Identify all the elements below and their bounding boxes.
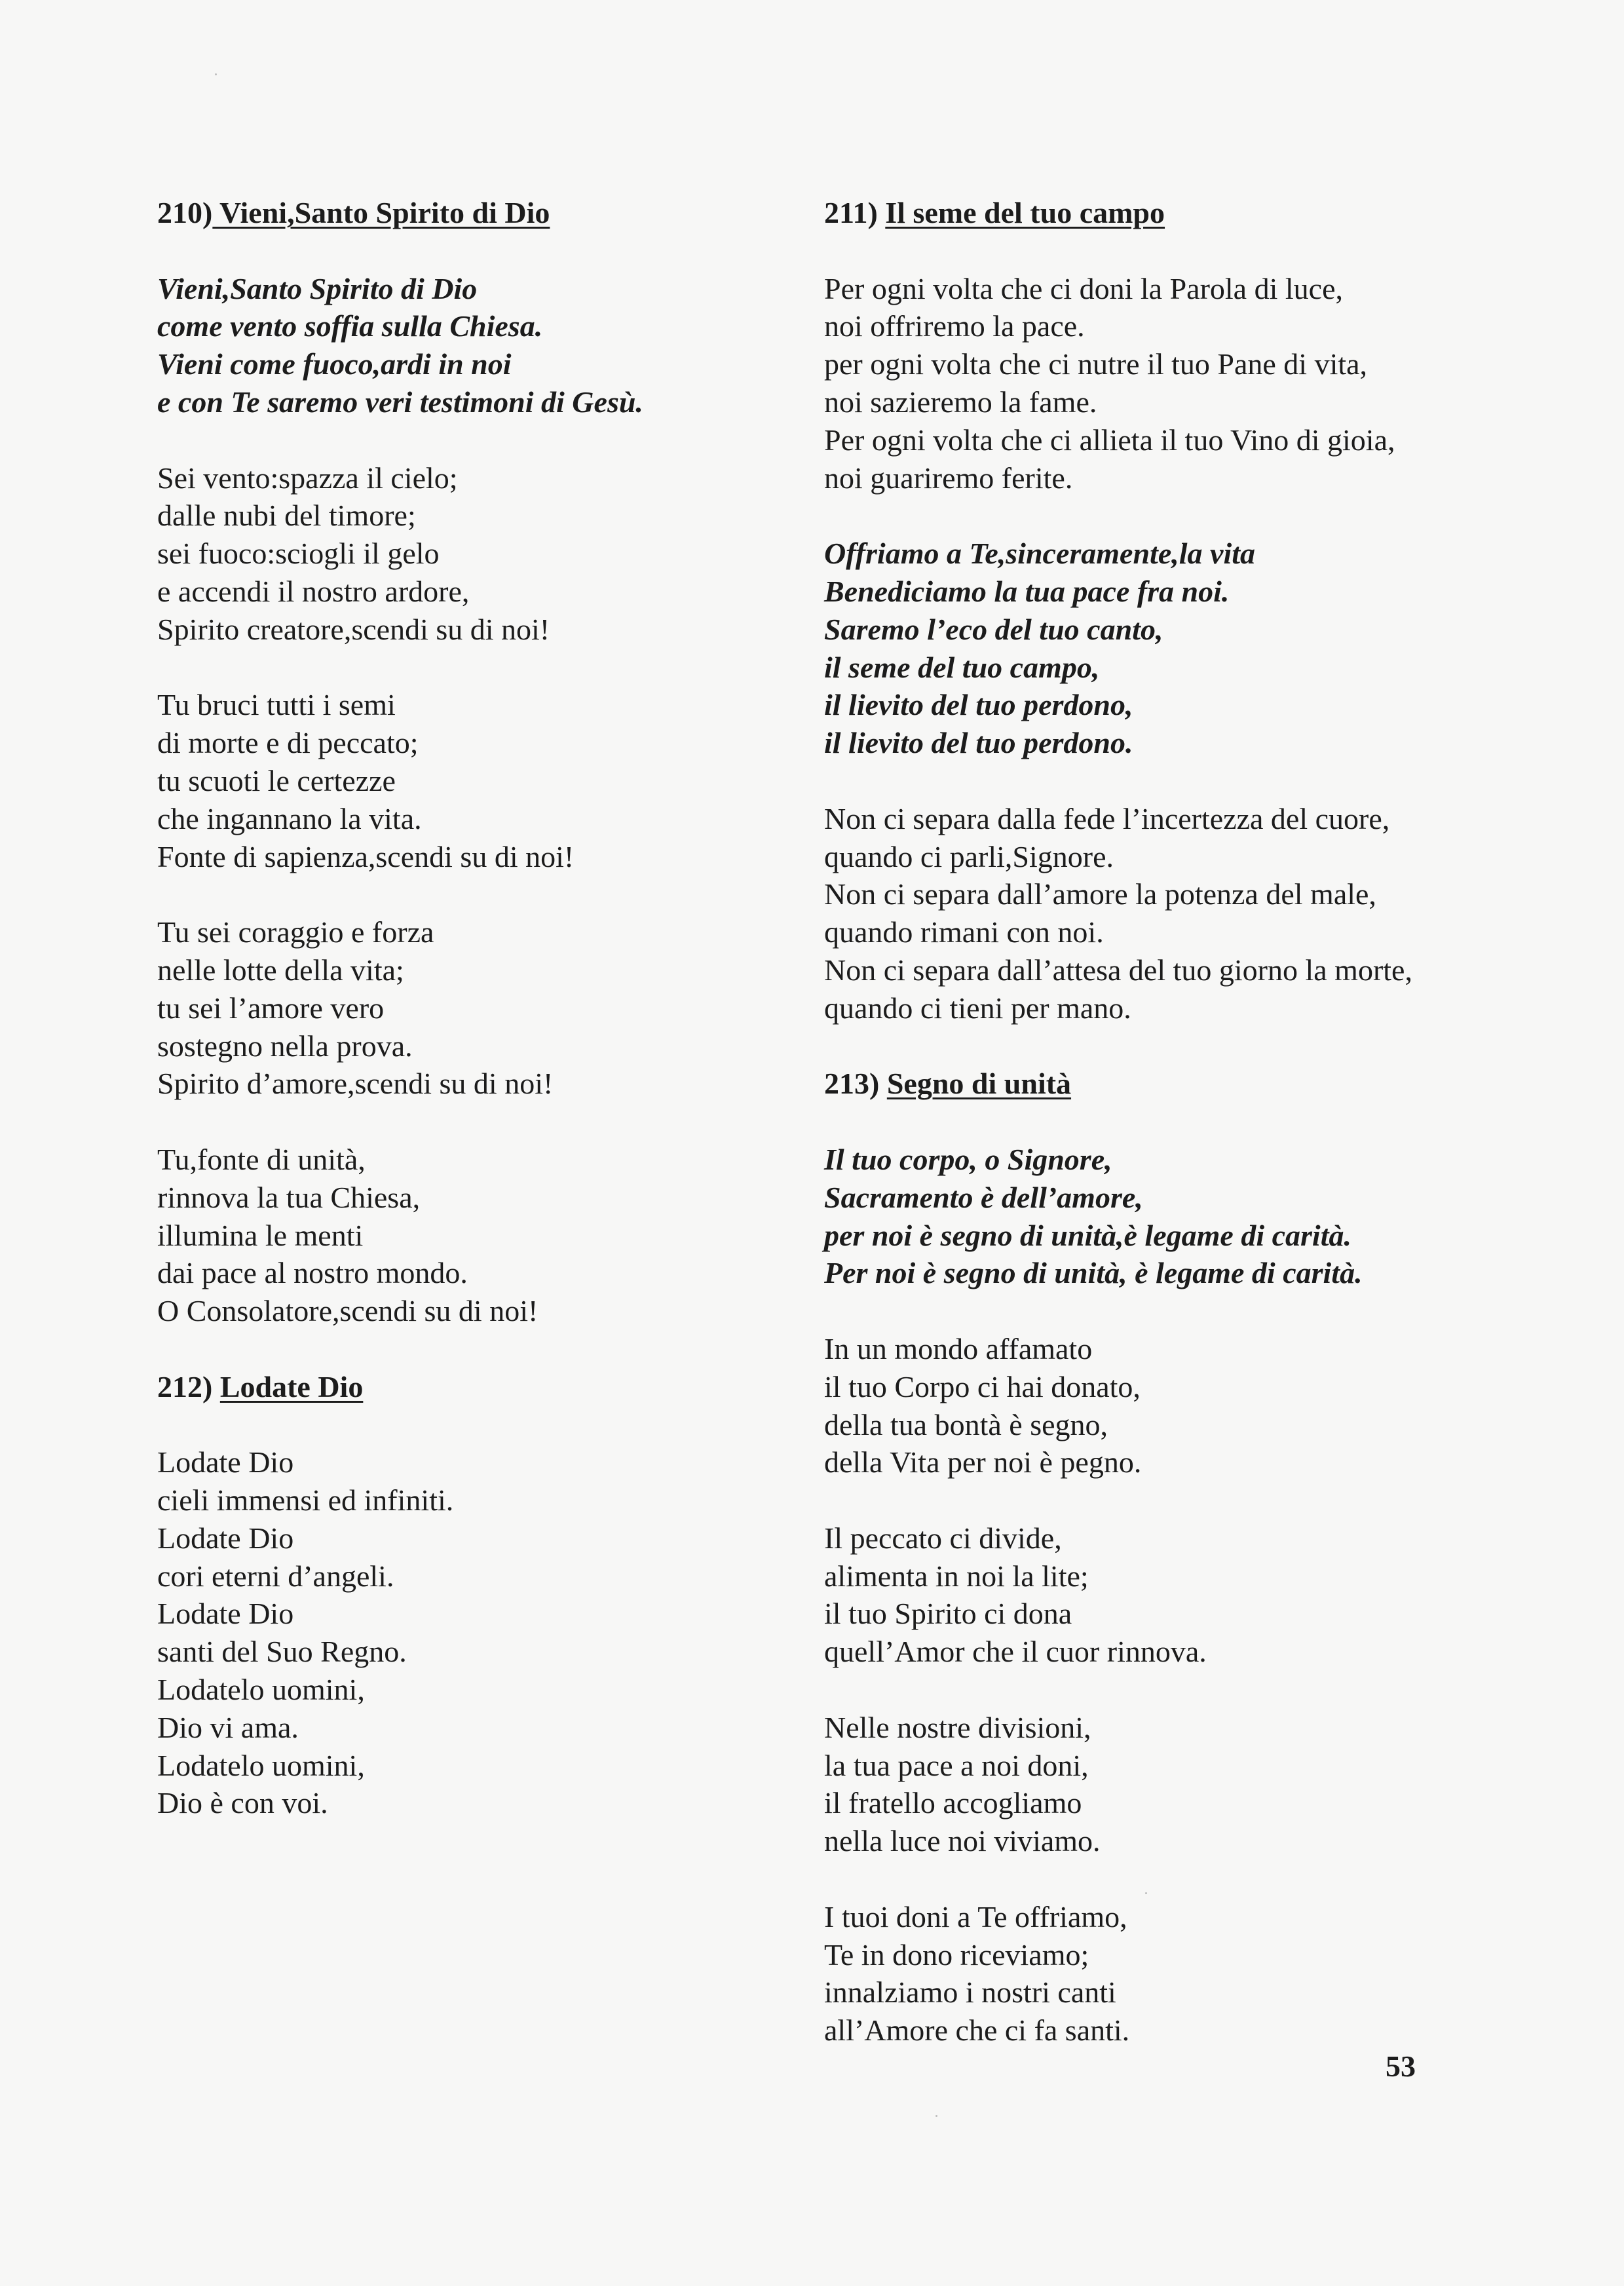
verse-line: O Consolatore,scendi su di noi!	[157, 1294, 538, 1328]
verse-line: cieli immensi ed infiniti.	[157, 1483, 454, 1517]
verse-line: Non ci separa dall’attesa del tuo giorno la morte,	[824, 953, 1412, 987]
verse-line: della tua bontà è segno,	[824, 1407, 1108, 1441]
refrain-line: per noi è segno di unità,è legame di carità.	[824, 1218, 1351, 1252]
song-title-text: Segno di unità	[886, 1067, 1072, 1101]
verse-210-3	[157, 913, 852, 1103]
refrain-line: Offriamo a Te,sinceramente,la vita	[824, 537, 1256, 571]
verse-line: Te in dono riceviamo;	[824, 1937, 1089, 1972]
verse-line: tu sei l’amore vero	[157, 991, 385, 1025]
song-title-text: Il seme del tuo campo	[885, 196, 1165, 229]
verse-line: I tuoi doni a Te offriamo,	[824, 1899, 1127, 1934]
verse-211-2	[824, 800, 1519, 1027]
verse-213-1	[824, 1330, 1519, 1481]
refrain-210	[157, 270, 852, 421]
verse-line: illumina le menti	[157, 1218, 364, 1252]
verse-line: Dio vi ama.	[157, 1710, 299, 1744]
verse-line: il fratello accogliamo	[824, 1786, 1082, 1820]
song-title-213	[824, 1065, 1519, 1103]
verse-line: Sei vento:spazza il cielo;	[157, 461, 458, 495]
refrain-213	[824, 1141, 1519, 1292]
song-title-211	[824, 194, 1519, 232]
verse-line: Non ci separa dalla fede l’incertezza del cuore,	[824, 801, 1390, 835]
verse-line: In un mondo affamato	[824, 1331, 1093, 1365]
verse-line: santi del Suo Regno.	[157, 1635, 407, 1669]
refrain-line: il lievito del tuo perdono.	[824, 726, 1133, 760]
verse-line: Non ci separa dall’amore la potenza del male,	[824, 877, 1376, 911]
verse-line: Per ogni volta che ci allieta il tuo Vino di gioia,	[824, 423, 1395, 457]
verse-line: Spirito d’amore,scendi su di noi!	[157, 1067, 554, 1101]
verse-line: dalle nubi del timore;	[157, 499, 416, 533]
verse-line: quell’Amor che il cuor rinnova.	[824, 1635, 1207, 1669]
verse-213-3	[824, 1709, 1519, 1860]
refrain-line: e con Te saremo veri testimoni di Gesù.	[157, 385, 643, 419]
verse-line: Lodatelo uomini,	[157, 1673, 365, 1707]
verse-line: Per ogni volta che ci doni la Parola di luce,	[824, 271, 1343, 305]
verse-line: della Vita per noi è pegno.	[824, 1445, 1142, 1479]
right-column	[824, 194, 1519, 2049]
verse-line: tu scuoti le certezze	[157, 763, 396, 797]
left-column	[157, 194, 852, 1822]
refrain-line: Sacramento è dell’amore,	[824, 1180, 1143, 1214]
song-number: 212)	[157, 1369, 213, 1403]
scan-speck	[1145, 1892, 1147, 1894]
scan-speck	[215, 73, 217, 75]
refrain-line: Vieni,Santo Spirito di Dio	[157, 271, 478, 305]
verse-line: Tu,fonte di unità,	[157, 1142, 366, 1176]
verse-213-4	[824, 1898, 1519, 2049]
refrain-line: come vento soffia sulla Chiesa.	[157, 309, 543, 343]
verse-211-1	[824, 270, 1519, 497]
song-title-text: Lodate Dio	[219, 1369, 364, 1403]
verse-line: Lodate Dio	[157, 1445, 294, 1479]
verse-210-4	[157, 1141, 852, 1330]
verse-line: Fonte di sapienza,scendi su di noi!	[157, 839, 575, 873]
verse-line: di morte e di peccato;	[157, 726, 419, 760]
verse-line: Spirito creatore,scendi su di noi!	[157, 612, 550, 646]
verse-line: alimenta in noi la lite;	[824, 1559, 1089, 1593]
refrain-211	[824, 535, 1519, 762]
song-number: 211)	[824, 196, 878, 229]
verse-212-1	[157, 1443, 852, 1822]
verse-210-2	[157, 686, 852, 875]
song-title-212	[157, 1368, 852, 1406]
verse-line: Lodate Dio	[157, 1521, 294, 1555]
song-number: 213)	[824, 1067, 880, 1101]
scan-speck	[935, 2115, 937, 2117]
song-number: 210)	[157, 196, 213, 229]
verse-line: dai pace al nostro mondo.	[157, 1256, 468, 1290]
verse-line: Tu sei coraggio e forza	[157, 915, 434, 949]
verse-line: Nelle nostre divisioni,	[824, 1710, 1091, 1744]
verse-line: quando ci parli,Signore.	[824, 839, 1114, 873]
verse-line: il tuo Corpo ci hai donato,	[824, 1369, 1141, 1403]
verse-line: per ogni volta che ci nutre il tuo Pane di vita,	[824, 347, 1368, 381]
song-title-text: Vieni,Santo Spirito di Dio	[219, 196, 550, 229]
verse-line: Dio è con voi.	[157, 1786, 328, 1820]
refrain-line: il lievito del tuo perdono,	[824, 688, 1133, 722]
verse-line: noi guariremo ferite.	[824, 461, 1073, 495]
verse-213-2	[824, 1519, 1519, 1671]
verse-line: e accendi il nostro ardore,	[157, 574, 470, 608]
refrain-line: Vieni come fuoco,ardi in noi	[157, 347, 512, 381]
verse-line: noi offriremo la pace.	[824, 309, 1085, 343]
verse-line: all’Amore che ci fa santi.	[824, 2013, 1130, 2048]
verse-line: quando ci tieni per mano.	[824, 991, 1131, 1025]
verse-line: quando rimani con noi.	[824, 915, 1104, 949]
page-number: 53	[1386, 2049, 1416, 2083]
verse-line: Lodatelo uomini,	[157, 1748, 365, 1782]
verse-line: sei fuoco:sciogli il gelo	[157, 537, 440, 571]
verse-line: la tua pace a noi doni,	[824, 1748, 1089, 1782]
verse-line: innalziamo i nostri canti	[824, 1975, 1116, 2010]
verse-line: che ingannano la vita.	[157, 801, 422, 835]
verse-line: nelle lotte della vita;	[157, 953, 404, 987]
song-title-210	[157, 194, 852, 232]
verse-210-1	[157, 459, 852, 649]
refrain-line: Saremo l’eco del tuo canto,	[824, 612, 1163, 646]
verse-line: rinnova la tua Chiesa,	[157, 1180, 421, 1214]
refrain-line: il seme del tuo campo,	[824, 650, 1100, 684]
refrain-line: Per noi è segno di unità, è legame di carità.	[824, 1256, 1363, 1290]
verse-line: noi sazieremo la fame.	[824, 385, 1097, 419]
verse-line: Il peccato ci divide,	[824, 1521, 1062, 1555]
verse-line: Lodate Dio	[157, 1597, 294, 1631]
verse-line: nella luce noi viviamo.	[824, 1824, 1101, 1858]
refrain-line: Benediciamo la tua pace fra noi.	[824, 574, 1230, 608]
verse-line: Tu bruci tutti i semi	[157, 688, 396, 722]
refrain-line: Il tuo corpo, o Signore,	[824, 1142, 1112, 1176]
verse-line: cori eterni d’angeli.	[157, 1559, 394, 1593]
verse-line: il tuo Spirito ci dona	[824, 1597, 1072, 1631]
verse-line: sostegno nella prova.	[157, 1029, 413, 1063]
